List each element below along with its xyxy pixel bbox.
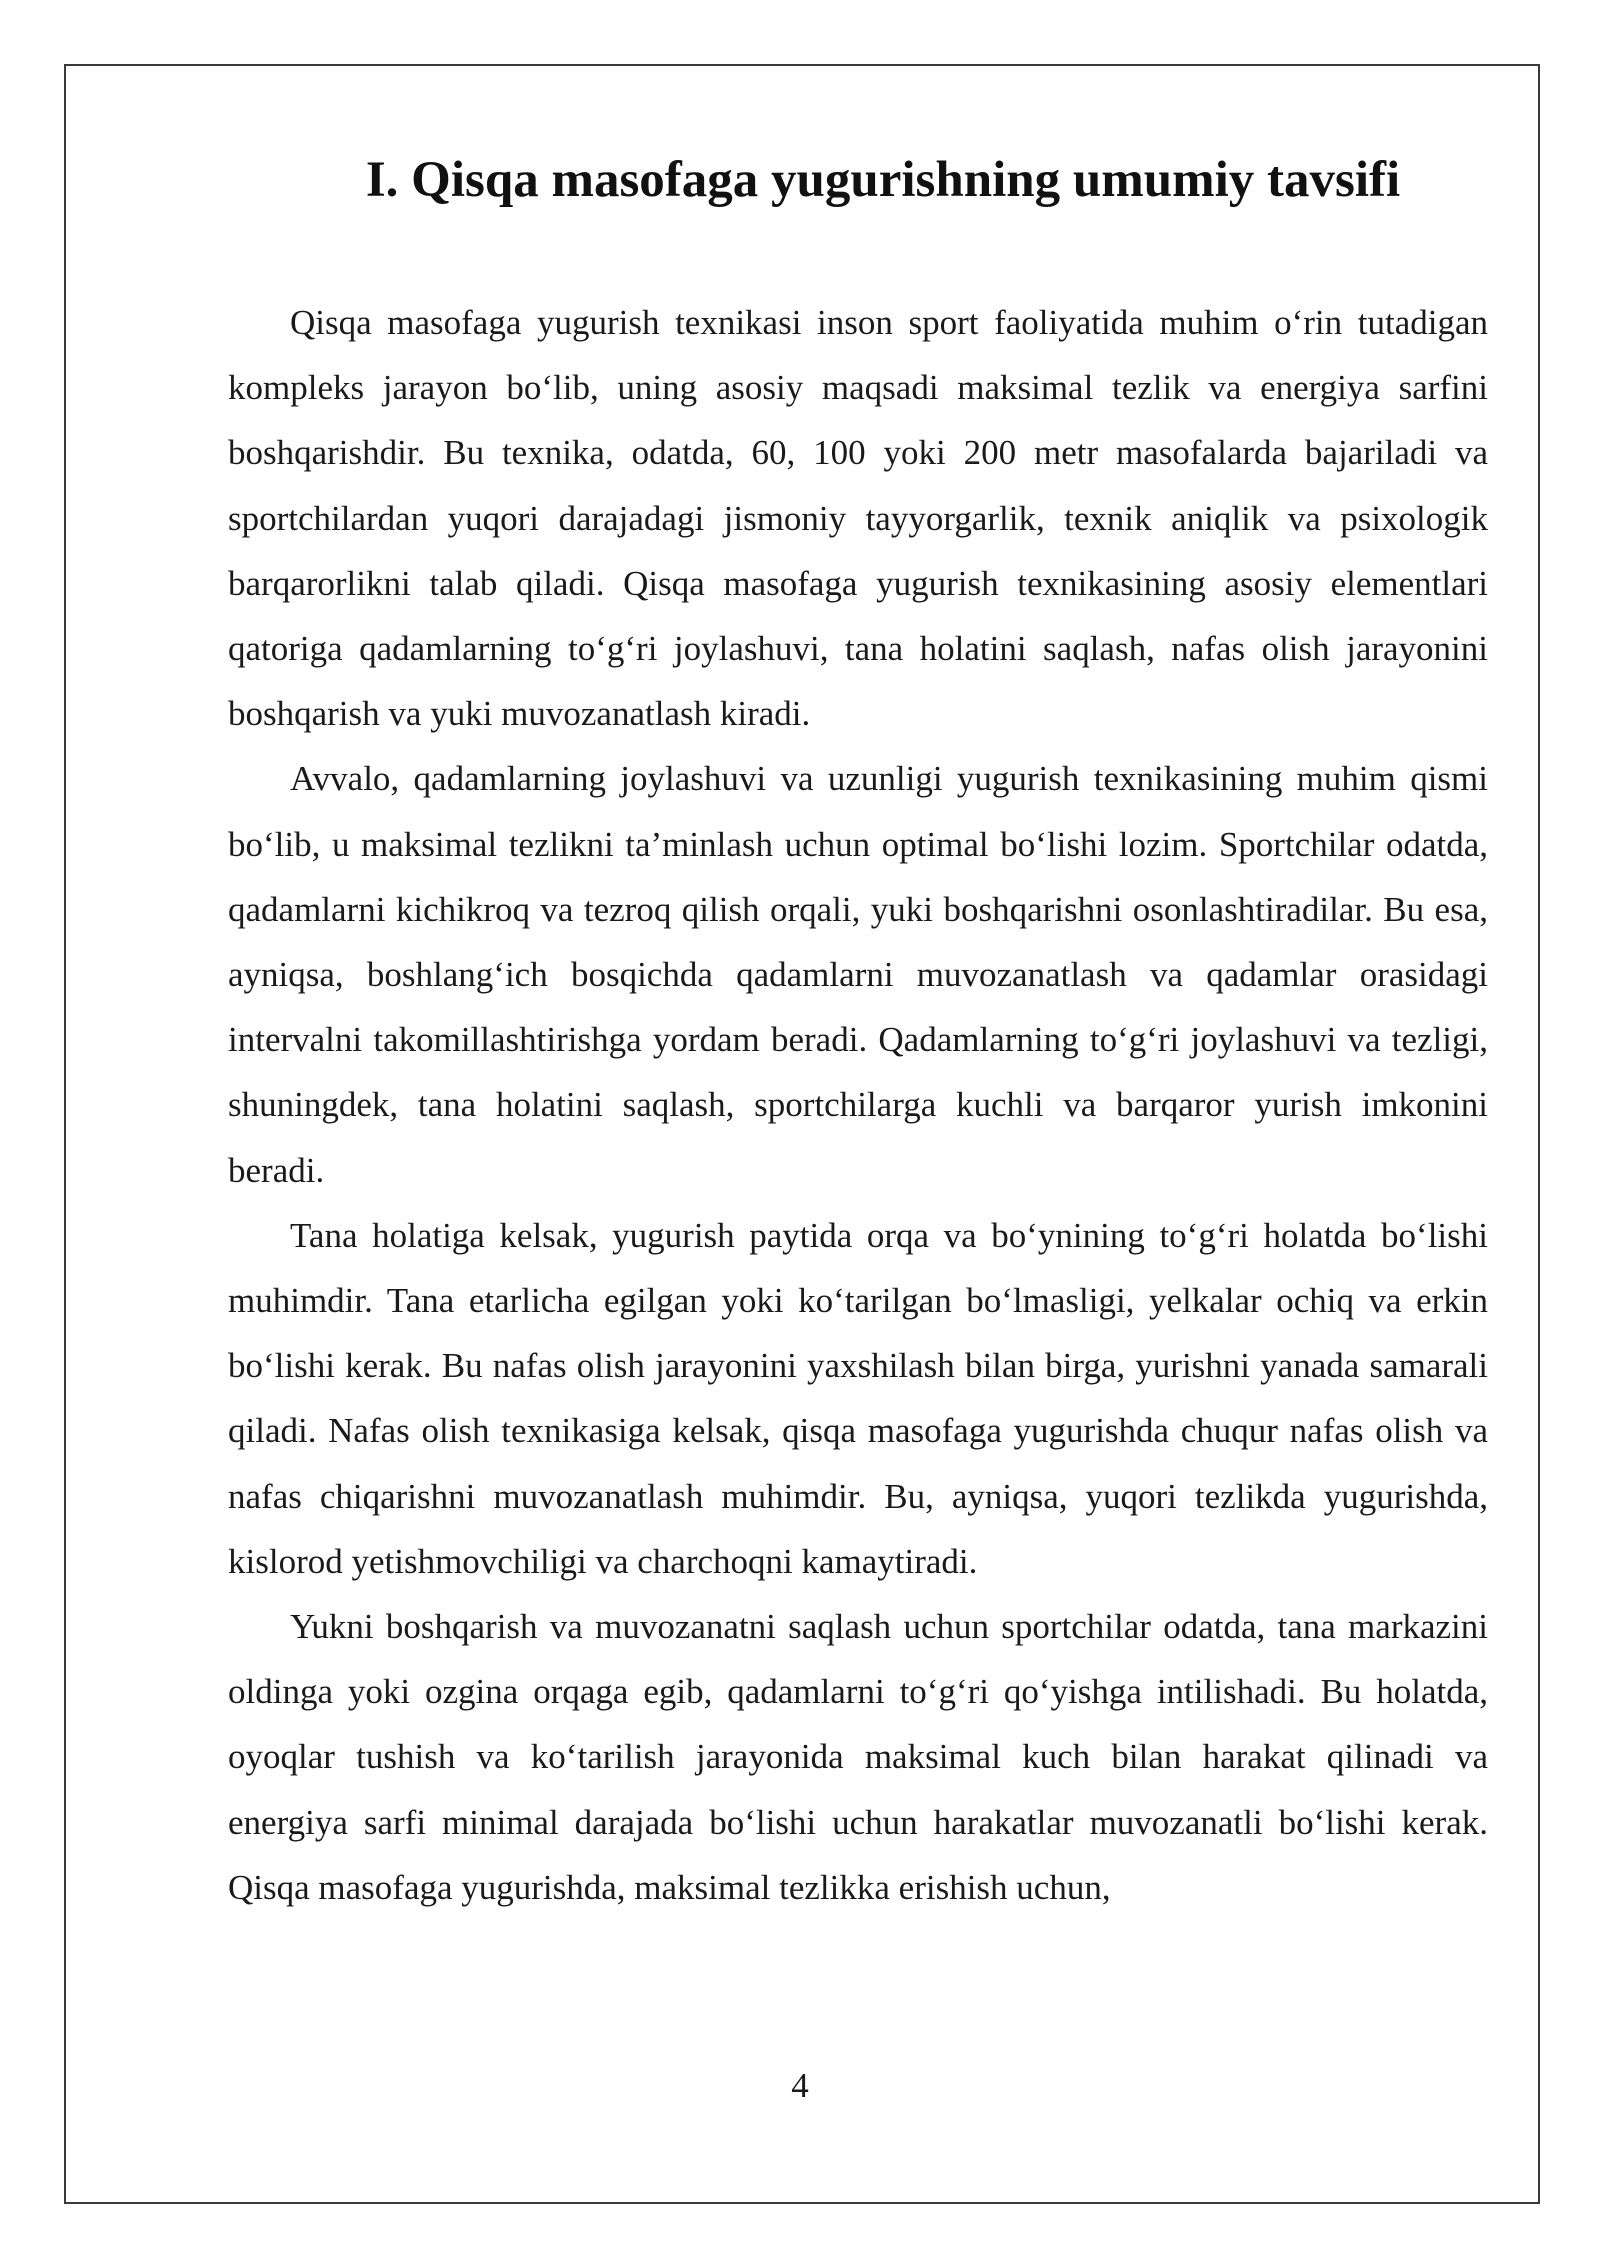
paragraph-1: Qisqa masofaga yugurish texnikasi inson sport faoliyatida muhim o‘rin tutadigan kompleks jarayon bo‘lib, uning asosiy maqsadi maksimal tezlik va energiya sarfini boshqarishdir. Bu texnika, odatda, 60, 100 yoki 200 metr masofalarda bajariladi va sportchilardan yuqori darajadagi jismoniy tayyorgarlik, texnik aniqlik va psixologik barqarorlikni talab qiladi. Qisqa masofaga yugurish texnikasining asosiy elementlari qatoriga qadamlarning to‘g‘ri joylashuvi, tana holatini saqlash, nafas olish jarayonini boshqarish va yuki muvozanatlash kiradi. <box>228 303 1488 734</box>
page-number: 4 <box>791 2066 809 2105</box>
paragraph-4: Yukni boshqarish va muvozanatni saqlash uchun sportchilar odatda, tana markazini oldinga yoki ozgina orqaga egib, qadamlarni to‘g‘ri qo‘yishga intilishadi. Bu holatda, oyoqlar tushish va ko‘tarilish jarayonida maksimal kuch bilan harakat qilinadi va energiya sarfi minimal darajada bo‘lishi uchun harakatlar muvozanatli bo‘lishi kerak. Qisqa masofaga yugurishda, maksimal tezlikka erishish uchun, <box>228 1607 1488 1907</box>
paragraph-3: Tana holatiga kelsak, yugurish paytida orqa va bo‘ynining to‘g‘ri holatda bo‘lishi muhimdir. Tana etarlicha egilgan yoki ko‘tarilgan bo‘lmasligi, yelkalar ochiq va erkin bo‘lishi kerak. Bu nafas olish jarayonini yaxshilash bilan birga, yurishni yanada samarali qiladi. Nafas olish texnikasiga kelsak, qisqa masofaga yugurishda chuqur nafas olish va nafas chiqarishni muvozanatlash muhimdir. Bu, ayniqsa, yuqori tezlikda yugurishda, kislorod yetishmovchiligi va charchoqni kamaytiradi. <box>228 1215 1488 1581</box>
section-title: I. Qisqa masofaga yugurishning umumiy tavsifi <box>365 152 1401 208</box>
paragraph-2: Avvalo, qadamlarning joylashuvi va uzunligi yugurish texnikasining muhim qismi bo‘lib, u maksimal tezlikni ta’minlash uchun optimal bo‘lishi lozim. Sportchilar odatda, qadamlarni kichikroq va tezroq qilish orqali, yuki boshqarishni osonlashtiradilar. Bu esa, ayniqsa, boshlang‘ich bosqichda qadamlarni muvozanatlash va qadamlar orasidagi intervalni takomillashtirishga yordam beradi. Qadamlarning to‘g‘ri joylashuvi va tezligi, shuningdek, tana holatini saqlash, sportchilarga kuchli va barqaror yurish imkonini beradi. <box>228 759 1488 1190</box>
document-body <box>228 290 1488 1920</box>
